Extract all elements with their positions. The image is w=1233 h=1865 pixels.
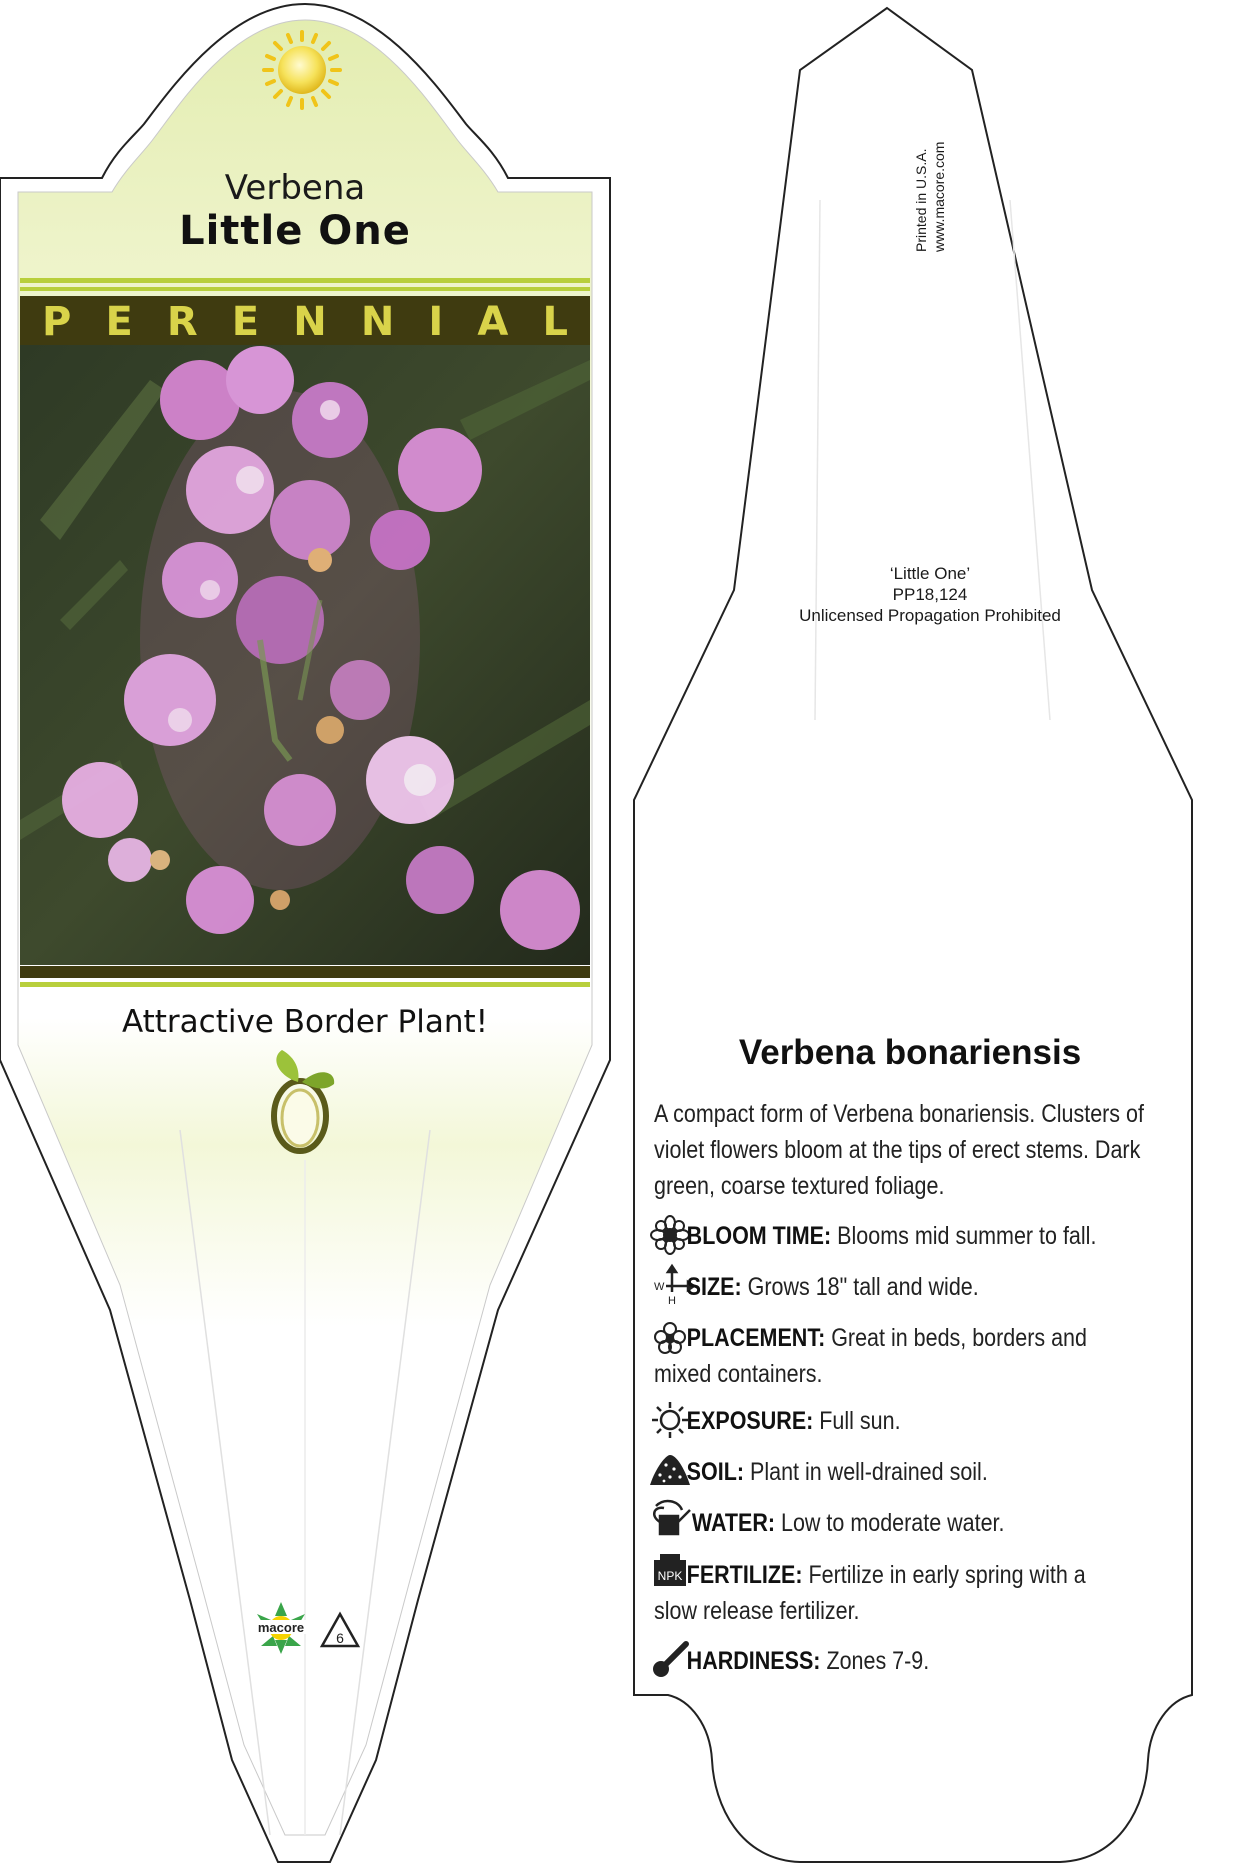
svg-text:H: H (668, 1295, 676, 1307)
plant-description: A compact form of Verbena bonariensis. Clusters of violet flowers bloom at the tips of erect stems. Dark green, coarse textured foliage. (654, 1100, 1144, 1200)
category-letter: R (166, 299, 198, 345)
care-label: HARDINESS: (686, 1647, 821, 1675)
care-label: FERTILIZE: (686, 1561, 803, 1589)
patent-info (740, 563, 1120, 626)
care-text: Great in beds, borders and mixed containers. (654, 1324, 1087, 1388)
care-bloom-time (654, 1218, 1204, 1254)
lime-stripe (20, 278, 590, 283)
category-letter: P (42, 299, 72, 345)
svg-text:W: W (654, 1281, 665, 1293)
lime-stripe (20, 982, 590, 987)
category-letter: I (428, 299, 444, 345)
category-letter: N (360, 299, 395, 345)
brand-text: macore (257, 1620, 305, 1635)
variety-name: Little One (179, 208, 411, 254)
category-letter: E (105, 299, 133, 345)
care-text: Fertilize in early spring with a slow release fertilizer. (654, 1561, 1086, 1625)
dark-stripe (20, 966, 590, 978)
patent-notice: Unlicensed Propagation Prohibited (799, 606, 1061, 625)
care-label: SIZE: (686, 1273, 742, 1301)
category-letter: L (542, 299, 568, 345)
care-soil (654, 1454, 1204, 1490)
care-label: EXPOSURE: (686, 1407, 814, 1435)
care-text: Grows 18" tall and wide. (741, 1273, 979, 1301)
website: www.macore.com (931, 141, 947, 252)
care-label: PLACEMENT: (686, 1324, 826, 1352)
care-hardiness (654, 1643, 1204, 1679)
print-info (912, 92, 948, 252)
care-text: Plant in well-drained soil. (744, 1458, 988, 1486)
species-name: Verbena (224, 168, 366, 208)
printed-in: Printed in U.S.A. (913, 148, 929, 252)
npk-text: NPK (657, 1569, 683, 1583)
care-label: WATER: (691, 1509, 776, 1537)
lime-stripe (20, 287, 590, 291)
category-label (20, 300, 590, 344)
patent-name: ‘Little One’ (889, 564, 971, 583)
care-text: Low to moderate water. (775, 1509, 1005, 1537)
care-label: BLOOM TIME: (686, 1222, 832, 1250)
category-letter: N (293, 299, 327, 345)
care-text: Blooms mid summer to fall. (831, 1222, 1097, 1250)
botanical-title: Verbena bonariensis (738, 1033, 1082, 1072)
care-fertilize (654, 1557, 1118, 1629)
care-size (654, 1269, 1204, 1305)
care-exposure (654, 1403, 1204, 1439)
category-letter: E (231, 299, 260, 345)
care-label: SOIL: (686, 1458, 745, 1486)
care-text: Zones 7-9. (820, 1647, 930, 1675)
care-text: Full sun. (813, 1407, 901, 1435)
patent-number: PP18,124 (892, 585, 968, 604)
plant-photo (20, 345, 590, 965)
care-placement (654, 1320, 1118, 1392)
category-letter: A (477, 299, 509, 345)
care-water (654, 1505, 1204, 1541)
tagline: Attractive Border Plant! (121, 1004, 489, 1040)
recycle-code: 6 (336, 1630, 344, 1646)
